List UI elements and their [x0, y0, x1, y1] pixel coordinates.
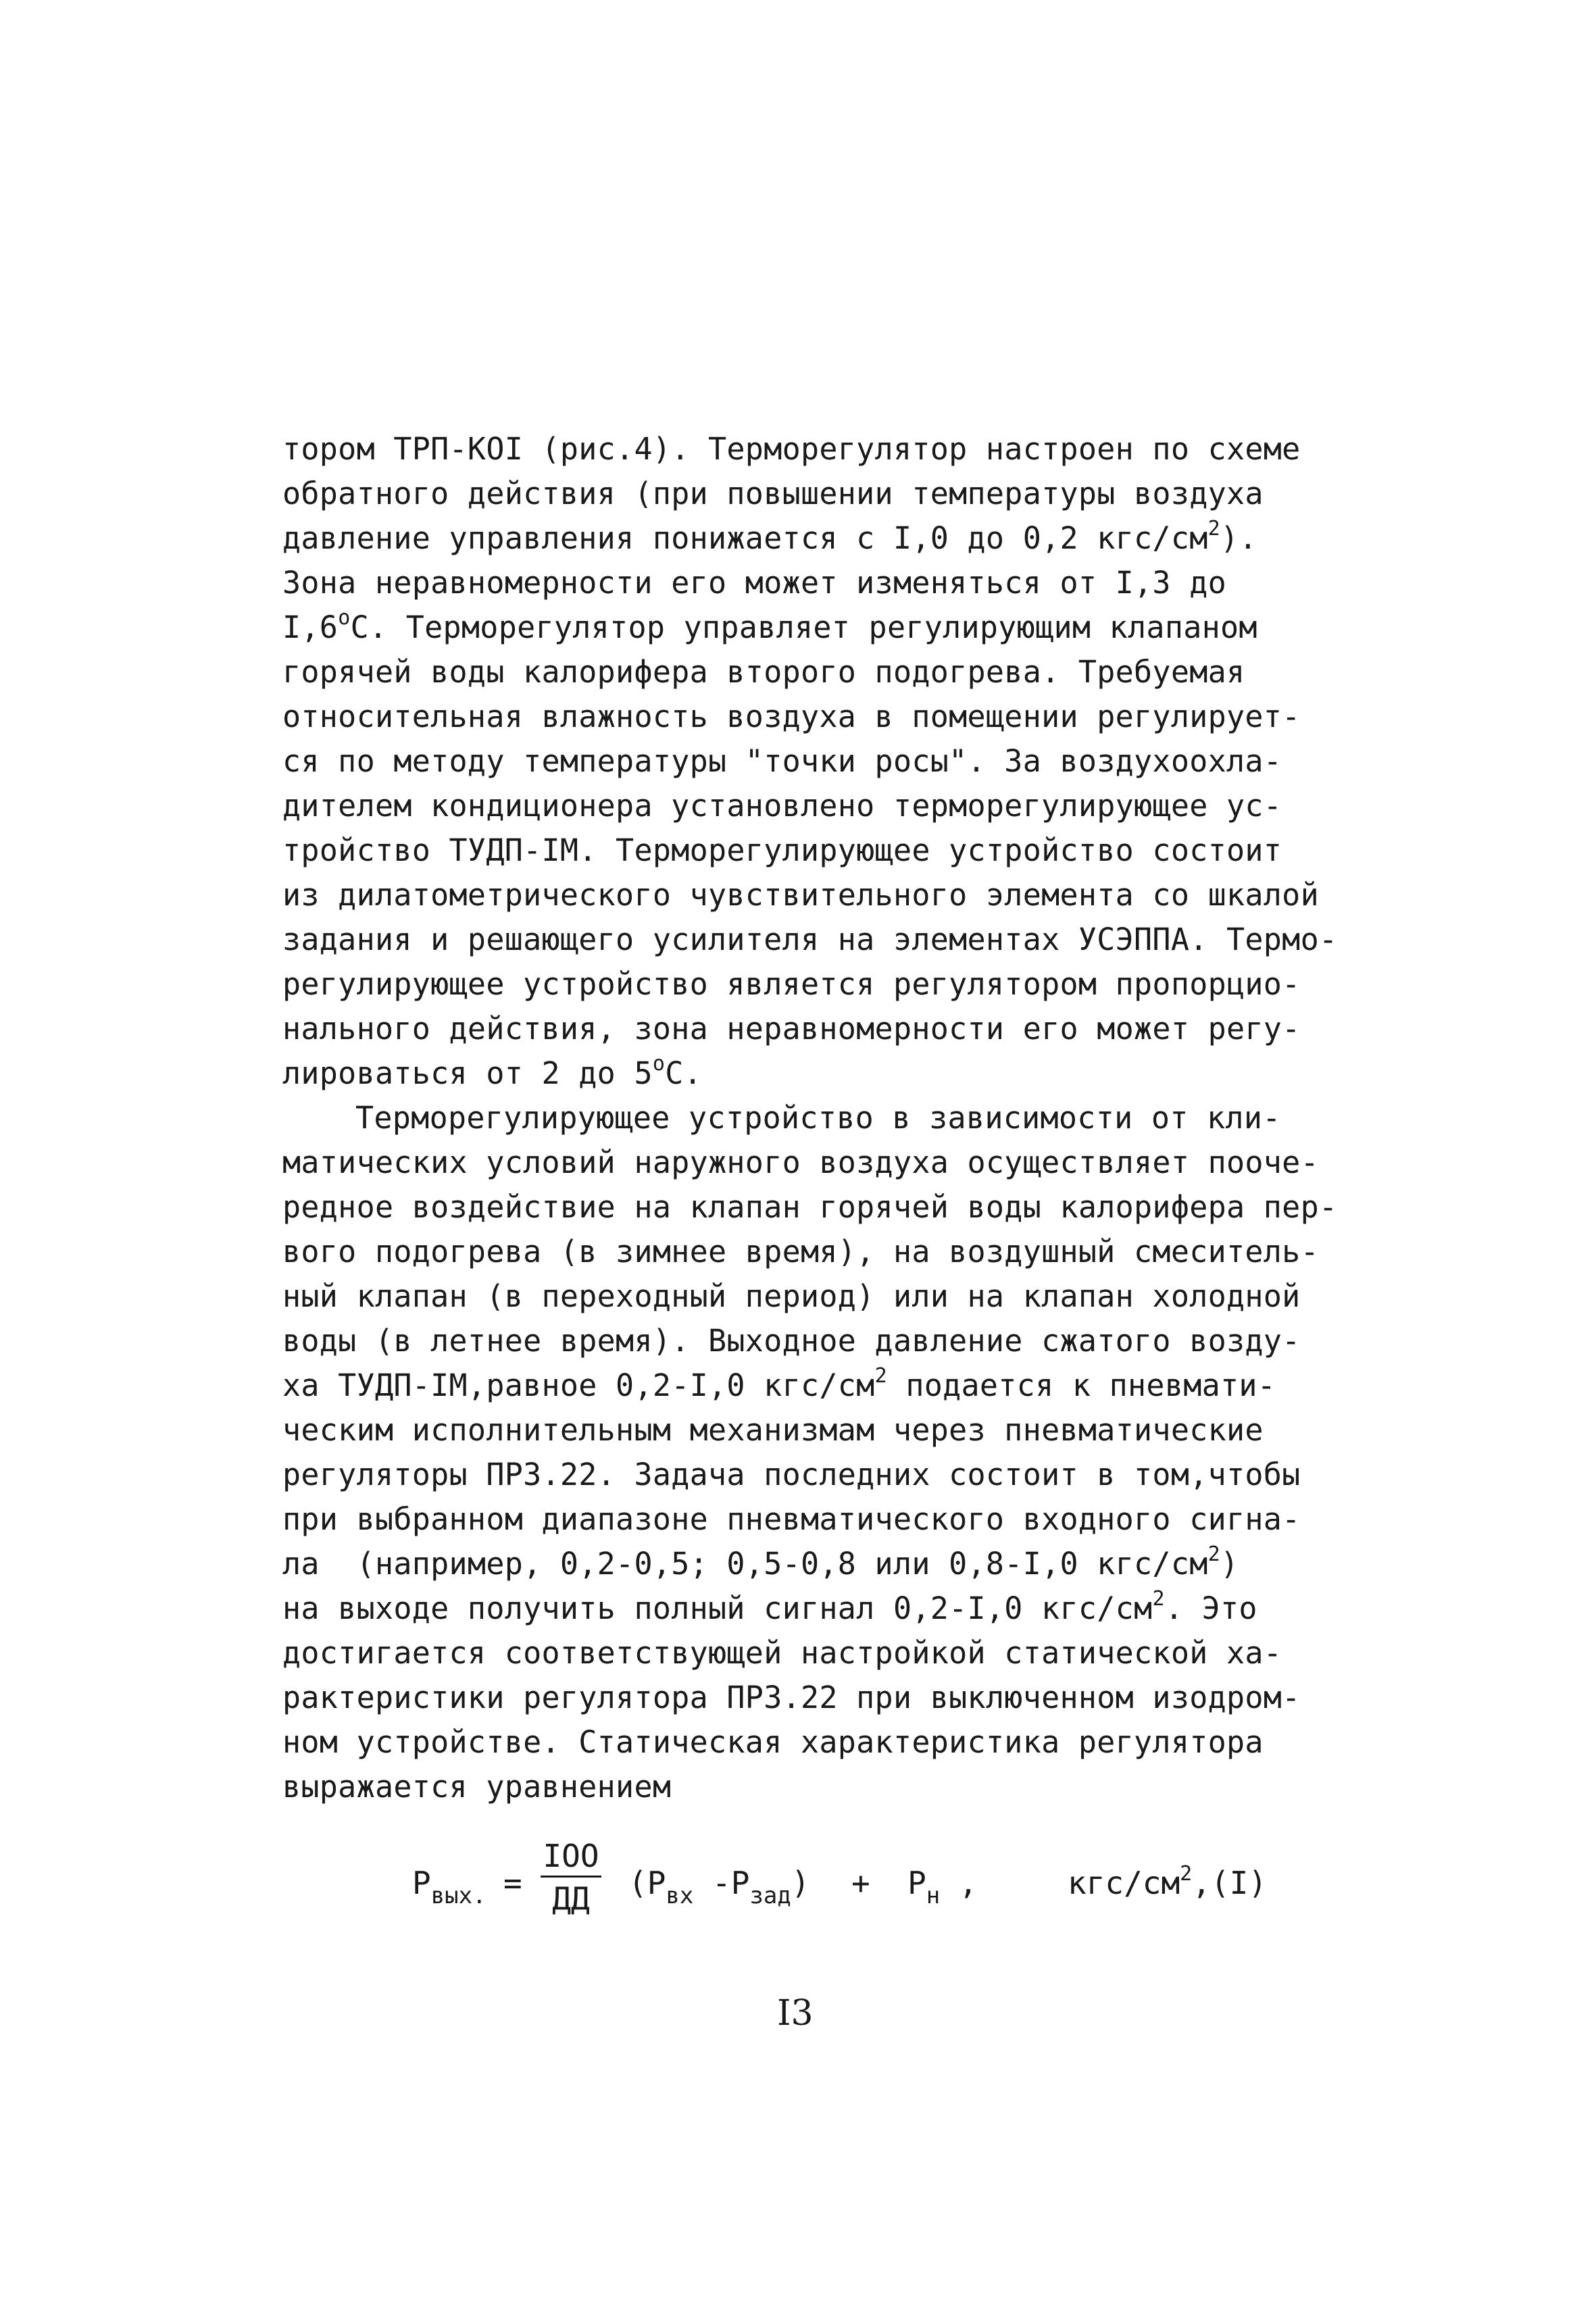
text-line [282, 1586, 1337, 1631]
text-line: из дилатометрического чувствительного элемента со шкалой [282, 877, 1319, 913]
text-fragment: лироваться от 2 до 5 [282, 1055, 653, 1091]
text-fragment: давление управления понижается с I,0 до 0,2 кгс/см [282, 520, 1208, 556]
text-line: горячей воды калорифера второго подогрева. Требуемая [282, 654, 1245, 690]
text-fragment: I,6 [282, 609, 339, 645]
superscript: 2 [1152, 1587, 1165, 1611]
superscript: 2 [1207, 1542, 1220, 1566]
subscript: вых. [430, 1882, 487, 1909]
superscript: о [652, 1052, 666, 1076]
text-line [282, 1542, 1337, 1586]
text-line [282, 1051, 1337, 1096]
page-number: I3 [777, 1993, 814, 2034]
equation-number: ,(I) [1192, 1865, 1268, 1901]
superscript: 2 [1180, 1861, 1193, 1886]
text-fragment: ла (например, 0,2-0,5; 0,5-0,8 или 0,8-I,0 кгс/см [282, 1546, 1208, 1582]
fraction-denominator: ДД [552, 1880, 590, 1917]
paren-close: ) [791, 1865, 810, 1901]
text-line: нального действия, зона неравномерности его может регу- [282, 1011, 1301, 1047]
text-line: регулирующее устройство является регулятором пропорцио- [282, 966, 1301, 1002]
body-text [282, 427, 1337, 1809]
text-line: редное воздействие на клапан горячей воды калорифера пер- [282, 1189, 1338, 1225]
text-fragment: подается к пневмати- [887, 1367, 1276, 1403]
text-fragment: С. Терморегулятор управляет регулирующим клапаном [350, 609, 1257, 645]
comma: , [940, 1865, 978, 1901]
equation [412, 1838, 1291, 1946]
text-fragment: на выходе получить полный сигнал 0,2-I,0 кгс/см [282, 1590, 1153, 1626]
equation-lhs [412, 1865, 487, 1909]
text-line: задания и решающего усилителя на элементах УСЭППА. Термо- [282, 922, 1338, 957]
text-line: тором ТРП-КОI (рис.4). Терморегулятор настроен по схеме [282, 431, 1301, 467]
text-line: Зона неравномерности его может изменяться от I,3 до [282, 565, 1227, 601]
fraction [541, 1838, 601, 1917]
text-line: дителем кондиционера установлено терморегулирующее ус- [282, 788, 1282, 824]
subscript: зад [749, 1882, 791, 1909]
text-fragment: ) [1220, 1546, 1239, 1582]
text-line: тройство ТУДП-IМ. Терморегулирующее устройство состоит [282, 832, 1282, 868]
text-line: воды (в летнее время). Выходное давление сжатого возду- [282, 1323, 1301, 1359]
text-line: ный клапан (в переходный период) или на клапан холодной [282, 1278, 1301, 1314]
text-line: регуляторы ПРЗ.22. Задача последних состоит в том,чтобы [282, 1457, 1301, 1492]
equals-sign: = [503, 1865, 522, 1901]
symbol-p: Р [907, 1865, 926, 1901]
text-line: достигается соответствующей настройкой статической ха- [282, 1635, 1282, 1671]
text-fragment: . Это [1164, 1590, 1257, 1626]
symbol-p: Р [647, 1865, 666, 1901]
text-fragment: ха ТУДП-IМ,равное 0,2-I,0 кгс/см [282, 1367, 875, 1403]
minus-sign: - [693, 1865, 731, 1901]
superscript: о [338, 606, 351, 630]
text-line: вого подогрева (в зимнее время), на воздушный смеситель- [282, 1234, 1319, 1269]
symbol-p: Р [412, 1865, 431, 1901]
text-line: матических условий наружного воздуха осуществляет пооче- [282, 1145, 1319, 1180]
symbol-p: Р [730, 1865, 750, 1901]
superscript: 2 [1207, 517, 1220, 540]
text-line: ся по методу температуры "точки росы". За воздухоохла- [282, 743, 1282, 779]
text-line: рактеристики регулятора ПРЗ.22 при выключенном изодром- [282, 1680, 1301, 1715]
fraction-numerator: IOO [541, 1838, 601, 1878]
subscript: вх [666, 1882, 694, 1909]
text-line: ческим исполнительным механизмам через пневматические [282, 1412, 1264, 1448]
plus-term [851, 1865, 978, 1909]
units-text: кгс/см [1068, 1865, 1180, 1901]
text-fragment: С. [665, 1055, 703, 1091]
superscript: 2 [874, 1364, 887, 1388]
text-line: обратного действия (при повышении температуры воздуха [282, 476, 1264, 511]
text-line [282, 1363, 1337, 1408]
text-line: выражается уравнением [282, 1769, 672, 1805]
equation-units [1068, 1861, 1268, 1901]
text-line: Терморегулирующее устройство в зависимости от кли- [355, 1100, 1281, 1136]
paren-open: ( [628, 1865, 647, 1901]
text-line: относительная влажность воздуха в помещении регулирует- [282, 699, 1301, 734]
text-fragment: ). [1220, 520, 1257, 556]
text-line [282, 605, 1337, 650]
text-line [282, 516, 1337, 561]
text-line: при выбранном диапазоне пневматического входного сигна- [282, 1501, 1301, 1537]
parenthesized-expression [628, 1865, 810, 1909]
text-line: ном устройстве. Статическая характеристика регулятора [282, 1724, 1264, 1760]
subscript: н [926, 1882, 941, 1909]
plus-sign: + [851, 1865, 870, 1901]
